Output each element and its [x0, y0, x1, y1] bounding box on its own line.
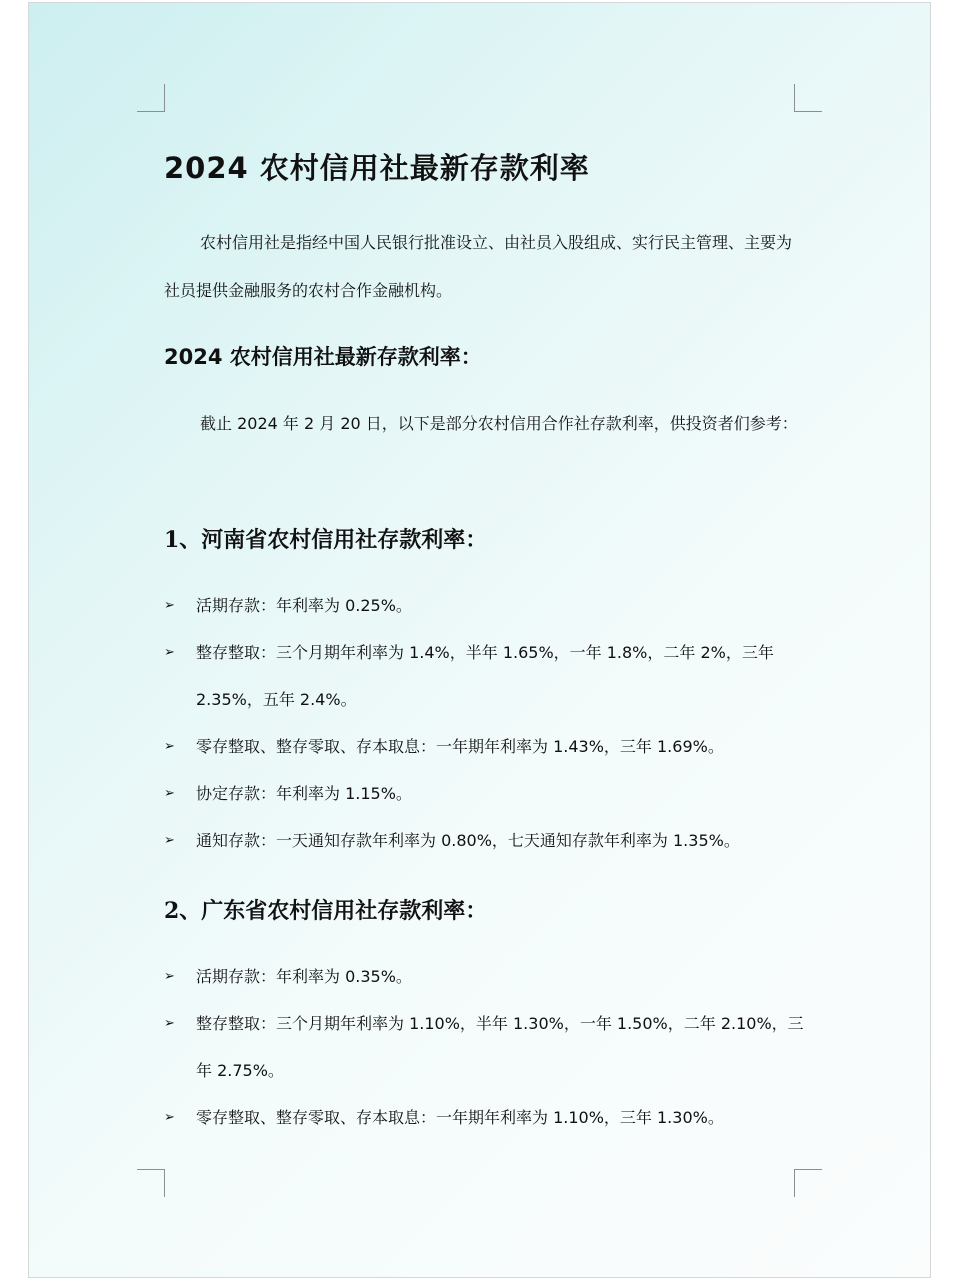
list-item	[164, 723, 804, 770]
list-item	[164, 953, 804, 1000]
section-heading: 2024 农村信用社最新存款利率：	[164, 345, 482, 369]
list-item	[164, 770, 804, 817]
intro-paragraph: 农村信用社是指经中国人民银行批准设立、由社员入股组成、实行民主管理、主要为社员提供金融服务的农村合作金融机构。	[164, 233, 793, 300]
margin-mark-top-left	[137, 84, 165, 112]
list-item-text: 活期存款：年利率为 0.35%。	[196, 967, 412, 986]
arrow-bullet-icon: ➢	[164, 833, 175, 848]
margin-mark-bottom-right	[794, 1169, 822, 1197]
list-item	[164, 1094, 804, 1141]
date-note-paragraph: 截止 2024 年 2 月 20 日，以下是部分农村信用合作社存款利率，供投资者们参考：	[200, 414, 798, 433]
list-item-text: 整存整取：三个月期年利率为 1.10%，半年 1.30%，一年 1.50%，二年 2.10%，三年 2.75%。	[196, 1014, 804, 1080]
list-item	[164, 629, 804, 723]
list-item-text: 协定存款：年利率为 1.15%。	[196, 784, 412, 803]
arrow-bullet-icon: ➢	[164, 1110, 175, 1125]
arrow-bullet-icon: ➢	[164, 786, 175, 801]
list-item-text: 零存整取、整存零取、存本取息：一年期年利率为 1.10%，三年 1.30%。	[196, 1108, 724, 1127]
arrow-bullet-icon: ➢	[164, 645, 175, 660]
henan-heading: 1、河南省农村信用社存款利率：	[164, 527, 488, 553]
arrow-bullet-icon: ➢	[164, 969, 175, 984]
list-item	[164, 1000, 804, 1094]
list-item	[164, 817, 804, 864]
margin-mark-top-right	[794, 84, 822, 112]
list-item-text: 活期存款：年利率为 0.25%。	[196, 596, 412, 615]
margin-mark-bottom-left	[137, 1169, 165, 1197]
guangdong-heading: 2、广东省农村信用社存款利率：	[164, 898, 488, 924]
arrow-bullet-icon: ➢	[164, 739, 175, 754]
henan-rate-list	[164, 582, 804, 864]
list-item	[164, 582, 804, 629]
guangdong-rate-list	[164, 953, 804, 1141]
arrow-bullet-icon: ➢	[164, 1016, 175, 1031]
document-title: 2024 农村信用社最新存款利率	[164, 151, 590, 185]
list-item-text: 整存整取：三个月期年利率为 1.4%，半年 1.65%，一年 1.8%，二年 2%，三年 2.35%，五年 2.4%。	[196, 643, 774, 709]
list-item-text: 通知存款：一天通知存款年利率为 0.80%，七天通知存款年利率为 1.35%。	[196, 831, 740, 850]
list-item-text: 零存整取、整存零取、存本取息：一年期年利率为 1.43%，三年 1.69%。	[196, 737, 724, 756]
arrow-bullet-icon: ➢	[164, 598, 175, 613]
